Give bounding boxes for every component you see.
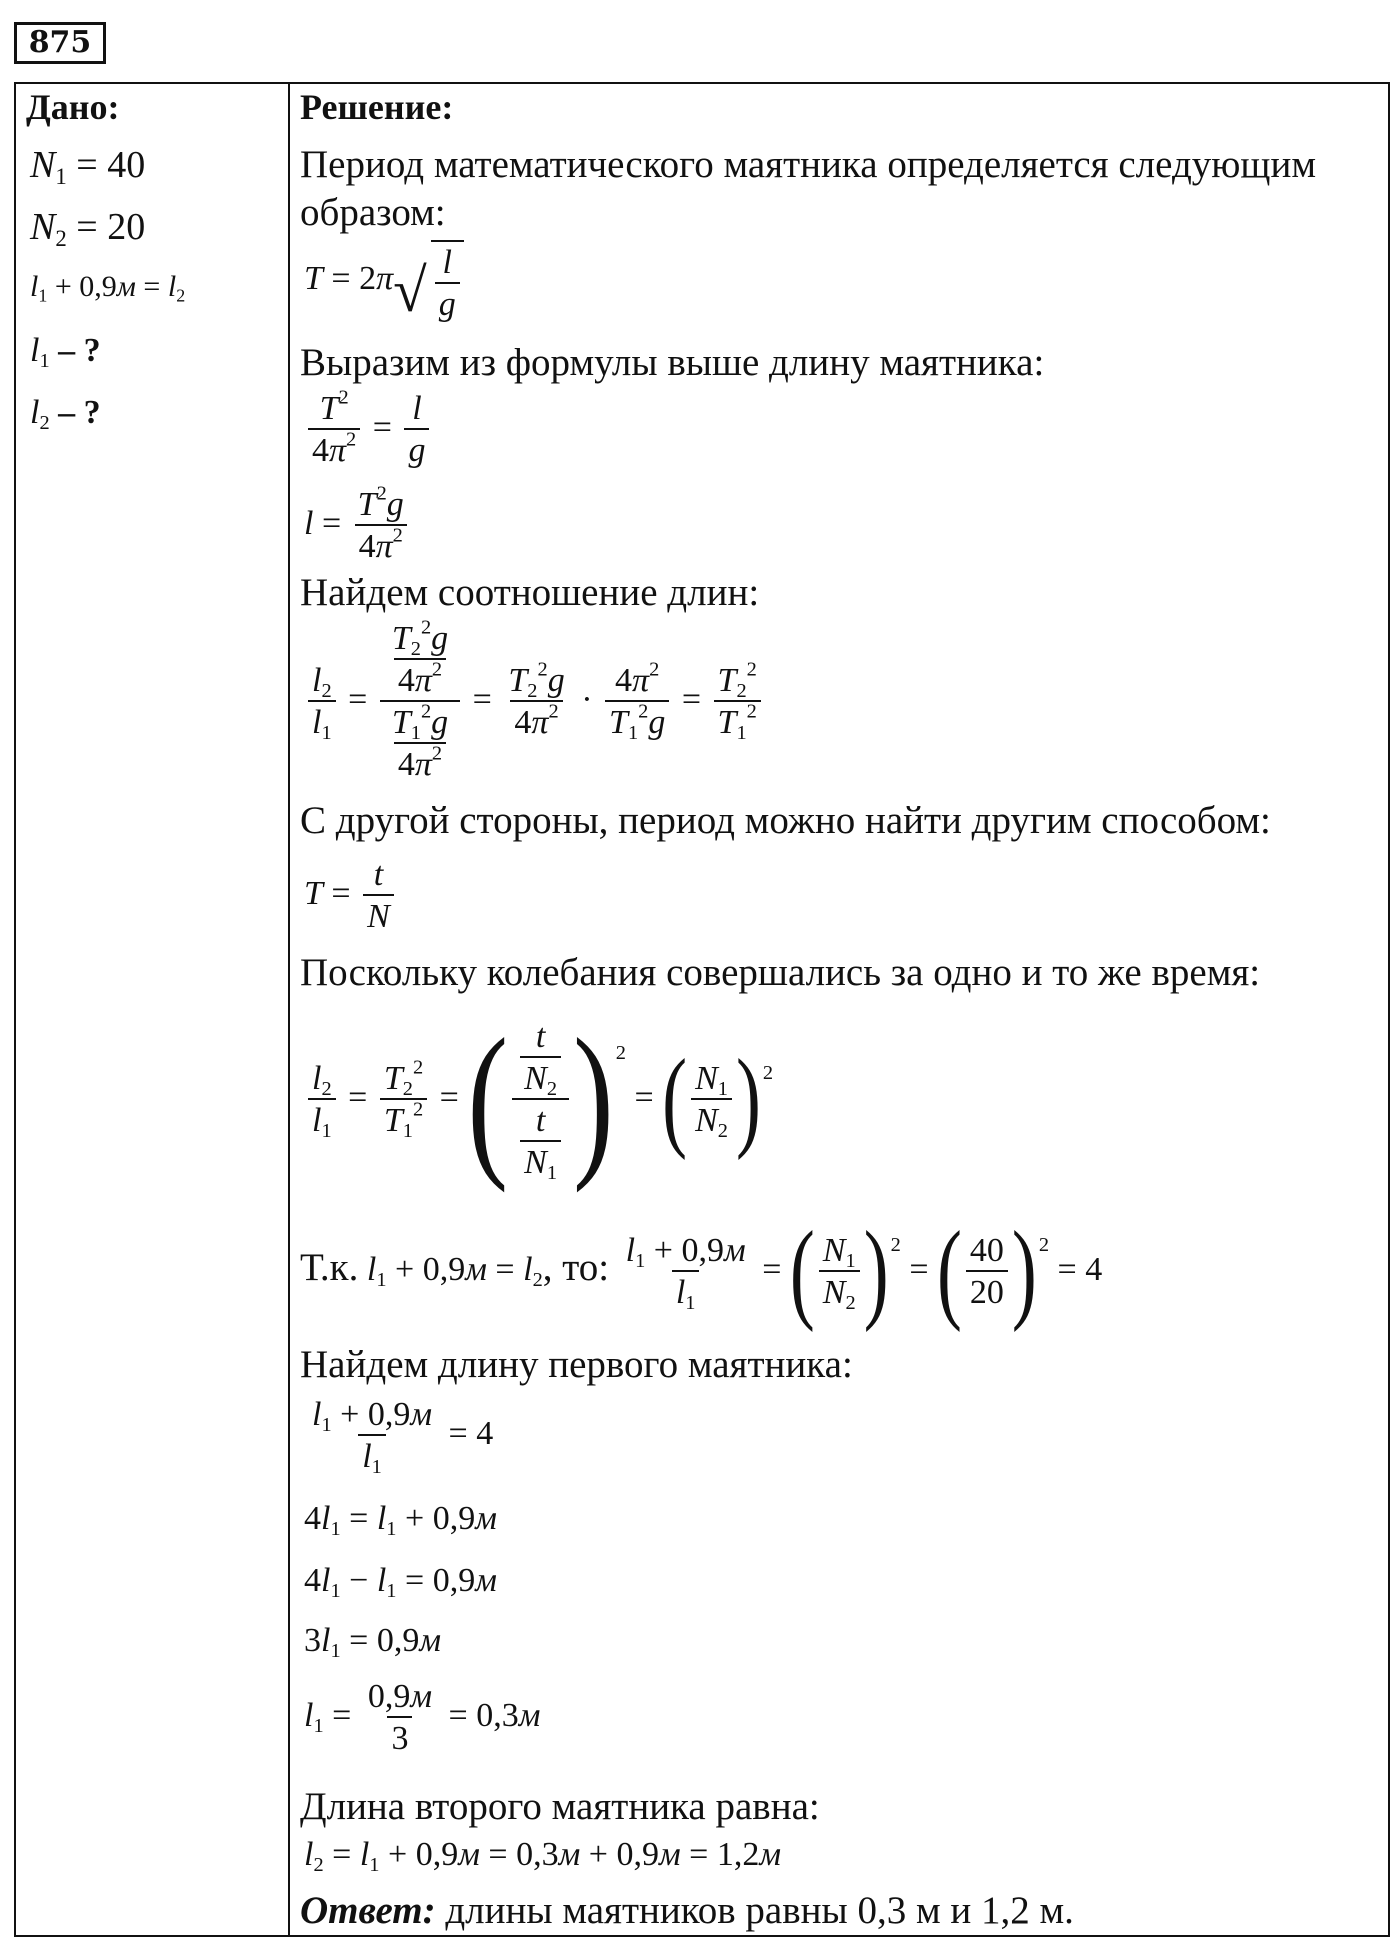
given-n2: $N_2 = 20$ [30, 206, 146, 251]
text-express: Выразим из формулы выше длину маятника: [300, 341, 1045, 384]
formula-ratio-n: $\frac{l_2}{l_1}$ = $\frac{T_2^2}{T_1^2}$ = ( $\frac{\frac{t}{N_2}}{\frac{t}{N_1}}$ ) $^2$ = ( $\frac{N_1}{N_2}$ ) $^2$ [304, 1020, 773, 1180]
given-unknown-l1: $l_1$ – ? [30, 332, 101, 373]
formula-l1-result: $l_1$ = $\frac{0,9м}{3}$ = 0,3м [304, 1678, 541, 1757]
formula-first-eq: $\frac{l_1 + 0,9м}{l_1}$ = 4 [312, 1396, 494, 1479]
given-n1: $N_1 = 40$ [30, 144, 146, 189]
answer-text: длины маятников равны 0,3 м и 1,2 м. [445, 1889, 1074, 1932]
formula-l2-result: $l_2 = l_1 + 0,9м = 0,3м + 0,9м = 1,2м$ [304, 1836, 782, 1877]
text-first-length: Найдем длину первого маятника: [300, 1343, 853, 1386]
answer-line [300, 1888, 1074, 1933]
given-unknown-l2: $l_2$ – ? [30, 394, 101, 435]
formula-period: T = 2π √ $\frac{l}{g}$ [304, 240, 468, 322]
text-period-line-2: образом: [300, 191, 446, 234]
formula-length-ratio: $\frac{l_2}{l_1}$ = $\frac{\frac{T_2^2g}{4\pi^2}}{\frac{T_1^2g}{4\pi^2}}$ = $\frac{T_2^2g}{4\pi^2}$ · $\frac{4\pi^2}{T_1^2g}$ = $\frac{T_2^2}{T_1^2}$ [304, 622, 765, 782]
text-other-way: С другой стороны, период можно найти другим способом: [300, 799, 1271, 842]
solution-header: Решение: [300, 87, 454, 127]
column-divider [288, 82, 290, 1937]
answer-label: Ответ: [300, 1889, 436, 1932]
text-ratio: Найдем соотношение длин: [300, 571, 760, 614]
formula-step-1: $4l_1 = l_1 + 0,9м$ [304, 1500, 497, 1541]
text-second-length: Длина второго маятника равна: [300, 1785, 820, 1828]
given-header: Дано: [26, 87, 120, 127]
text-period-line-1: Период математического маятника определяется следующим [300, 143, 1316, 186]
formula-period-count: T = $\frac{t}{N}$ [304, 858, 398, 934]
formula-step-2: $4l_1 - l_1 = 0,9м$ [304, 1562, 497, 1603]
formula-step-3: $3l_1 = 0,9м$ [304, 1622, 442, 1663]
text-same-time: Поскольку колебания совершались за одно и то же время: [300, 951, 1261, 994]
given-relation: $l_1 + 0,9м = l_2$ [30, 270, 186, 306]
formula-ratio-eq: $\frac{T^2}{4\pi^2}$ = $\frac{l}{g}$ [304, 392, 433, 468]
formula-length: l = $\frac{T^2g}{4\pi^2}$ [304, 488, 412, 564]
problem-number: 875 [14, 22, 106, 64]
formula-substitution: Т.к. $l_1 + 0,9м = l_2$, то: $\frac{l_1 + 0,9м}{l_1}$ = ( $\frac{N_1}{N_2}$ ) $^2$ = ( $\frac{40}{20}$ ) $^2$ = 4 [300, 1208, 1103, 1333]
